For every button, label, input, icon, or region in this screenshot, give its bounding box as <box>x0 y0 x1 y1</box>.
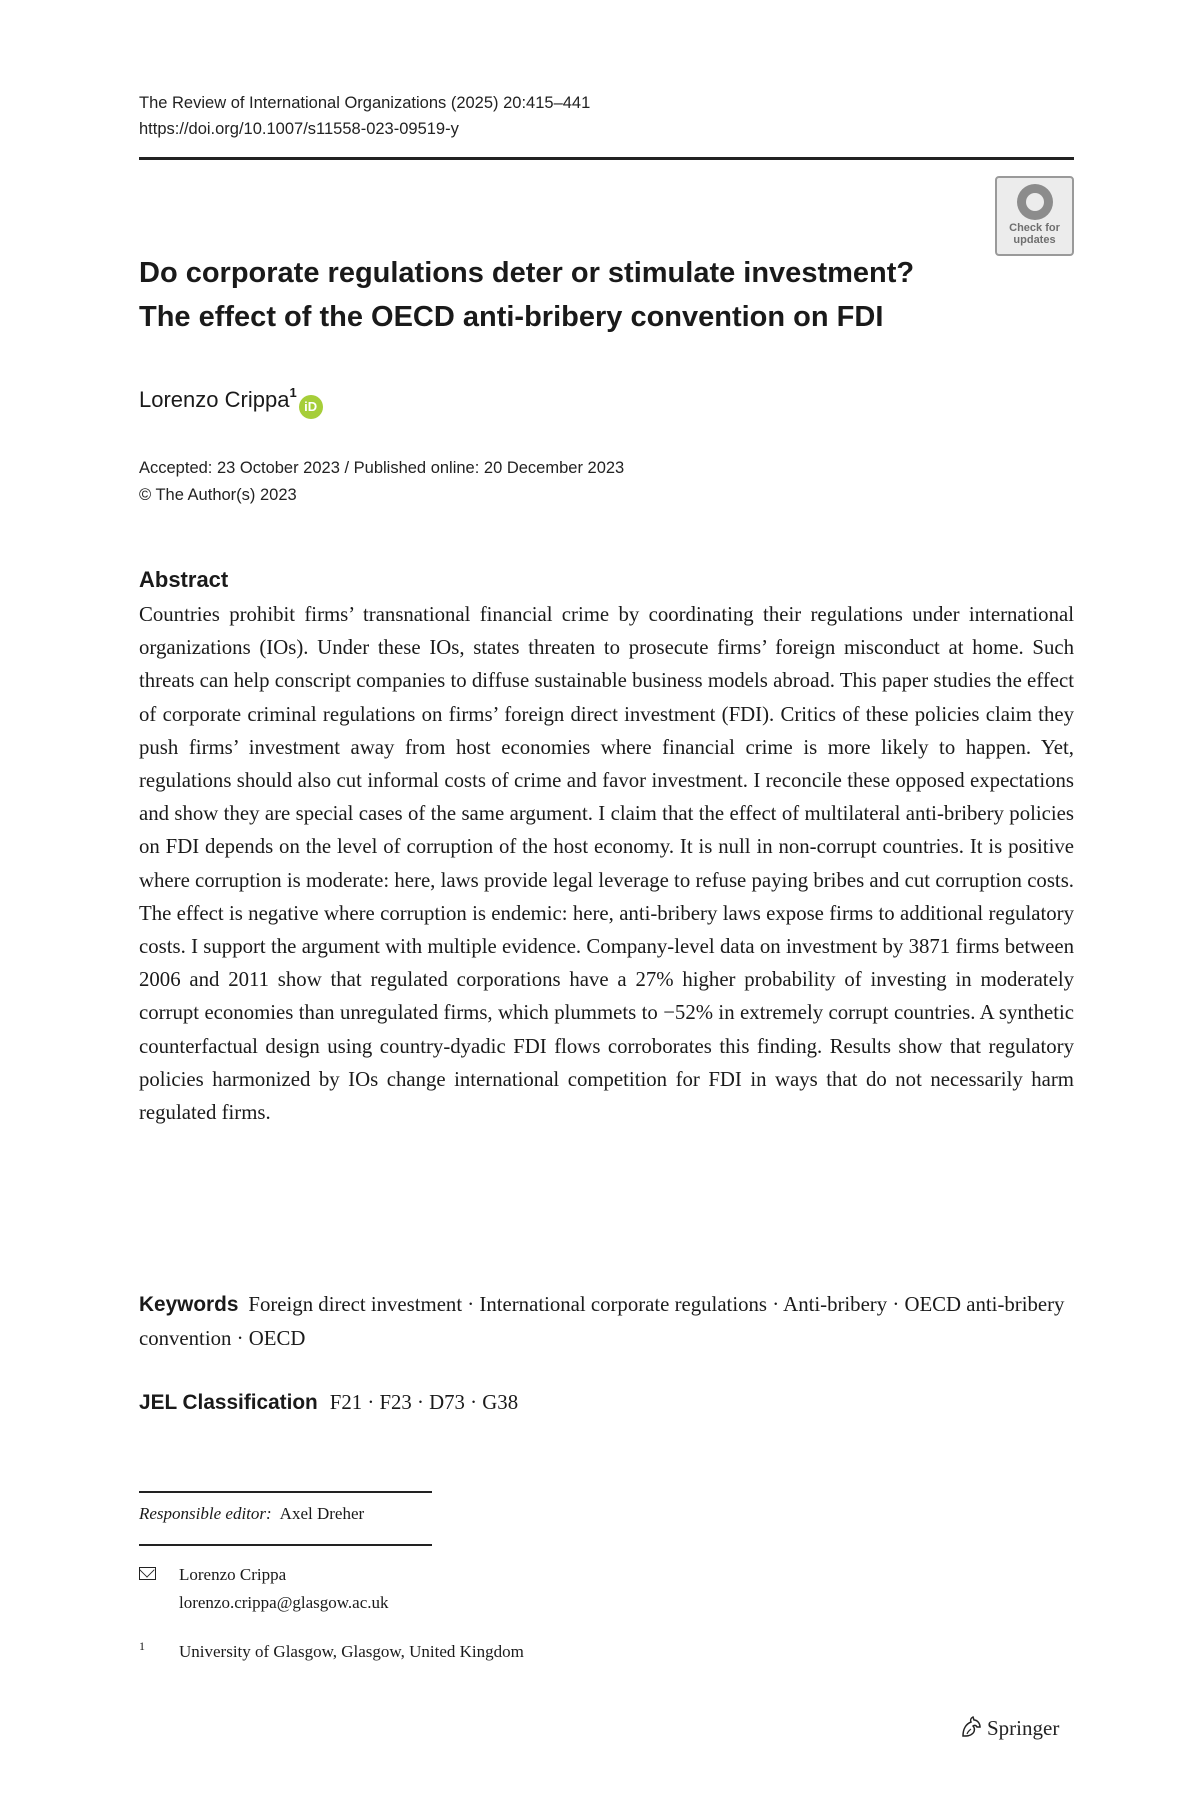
corresponding-email[interactable]: lorenzo.crippa@glasgow.ac.uk <box>179 1593 389 1612</box>
affiliation-text: University of Glasgow, Glasgow, United Kingdom <box>179 1642 524 1661</box>
accepted-published-dates: Accepted: 23 October 2023 / Published online: 20 December 2023 <box>139 459 625 477</box>
crossmark-circle <box>1017 184 1053 220</box>
abstract-heading: Abstract <box>139 567 229 592</box>
publisher-name: Springer <box>987 1716 1060 1740</box>
responsible-editor <box>139 1500 364 1528</box>
keywords-section <box>139 1288 1074 1356</box>
crossmark-icon[interactable] <box>995 176 1074 256</box>
springer-horse-icon <box>958 1715 984 1739</box>
affiliation-number: 1 <box>139 1639 145 1653</box>
author-affiliation-marker: 1 <box>289 385 297 400</box>
jel-codes: F21 · F23 · D73 · G38 <box>329 1391 519 1414</box>
author-line <box>139 378 323 419</box>
article-title <box>139 251 999 339</box>
orcid-icon[interactable]: iD <box>299 395 323 419</box>
crossmark-label: Check for updates <box>1009 222 1060 246</box>
journal-citation: The Review of International Organizations (2025) 20:415–441 <box>139 94 591 112</box>
footnote-divider-top <box>139 1491 432 1493</box>
copyright-line: © The Author(s) 2023 <box>139 486 297 504</box>
journal-header <box>139 90 590 142</box>
abstract-text: Countries prohibit firms’ transnational financial crime by coordinating their regulations under international organizations (IOs). Under these IOs, states threaten to prosecute firms’ foreign misconduct at home. Such threats can help conscript companies to diffuse sustainable business models abroad. This paper studies the effect of corporate criminal regulations on firms’ foreign direct investment (FDI). Critics of these policies claim they push firms’ investment away from host economies where financial crime is more likely to happen. Yet, regulations should also cut informal costs of crime and favor investment. I reconcile these opposed expectations and show they are special cases of the same argument. I claim that the effect of multilateral anti-bribery policies on FDI depends on the level of corruption of the host economy. It is null in non-corrupt countries. It is positive where corruption is moderate: here, laws provide legal leverage to refuse paying bribes and cut corruption costs. The effect is negative where corruption is endemic: here, anti-bribery laws expose firms to additional regulatory costs. I support the argument with multiple evidence. Company-level data on investment by 3871 firms between 2006 and 2011 show that regulated corporations have a 27% higher probability of investing in moderately corrupt economies than unregulated firms, which plummets to −52% in extremely corrupt countries. A synthetic counterfactual design using country-dyadic FDI flows corroborates this finding. Results show that regulatory policies harmonized by IOs change international competition for FDI in ways that do not necessarily harm regulated firms. <box>139 603 1074 1125</box>
publisher-logo <box>958 1713 1059 1743</box>
editor-label: Responsible editor: <box>139 1504 272 1523</box>
title-line-2: The effect of the OECD anti-bribery convention on FDI <box>139 301 884 333</box>
envelope-icon <box>139 1567 156 1580</box>
title-line-1: Do corporate regulations deter or stimulate investment? <box>139 257 915 289</box>
footnote-divider-bottom <box>139 1544 432 1546</box>
publication-dates <box>139 455 624 509</box>
keywords-label: Keywords <box>139 1293 239 1316</box>
corresponding-name: Lorenzo Crippa <box>179 1565 287 1584</box>
jel-classification <box>139 1386 518 1420</box>
jel-label: JEL Classification <box>139 1391 318 1414</box>
doi-link[interactable]: https://doi.org/10.1007/s11558-023-09519-y <box>139 120 459 138</box>
author-name: Lorenzo Crippa <box>139 387 290 412</box>
keywords-text: Foreign direct investment · International corporate regulations · Anti-bribery · OECD anti-bribery convention · OECD <box>139 1293 1065 1350</box>
header-divider <box>139 157 1074 160</box>
editor-name: Axel Dreher <box>279 1504 365 1523</box>
